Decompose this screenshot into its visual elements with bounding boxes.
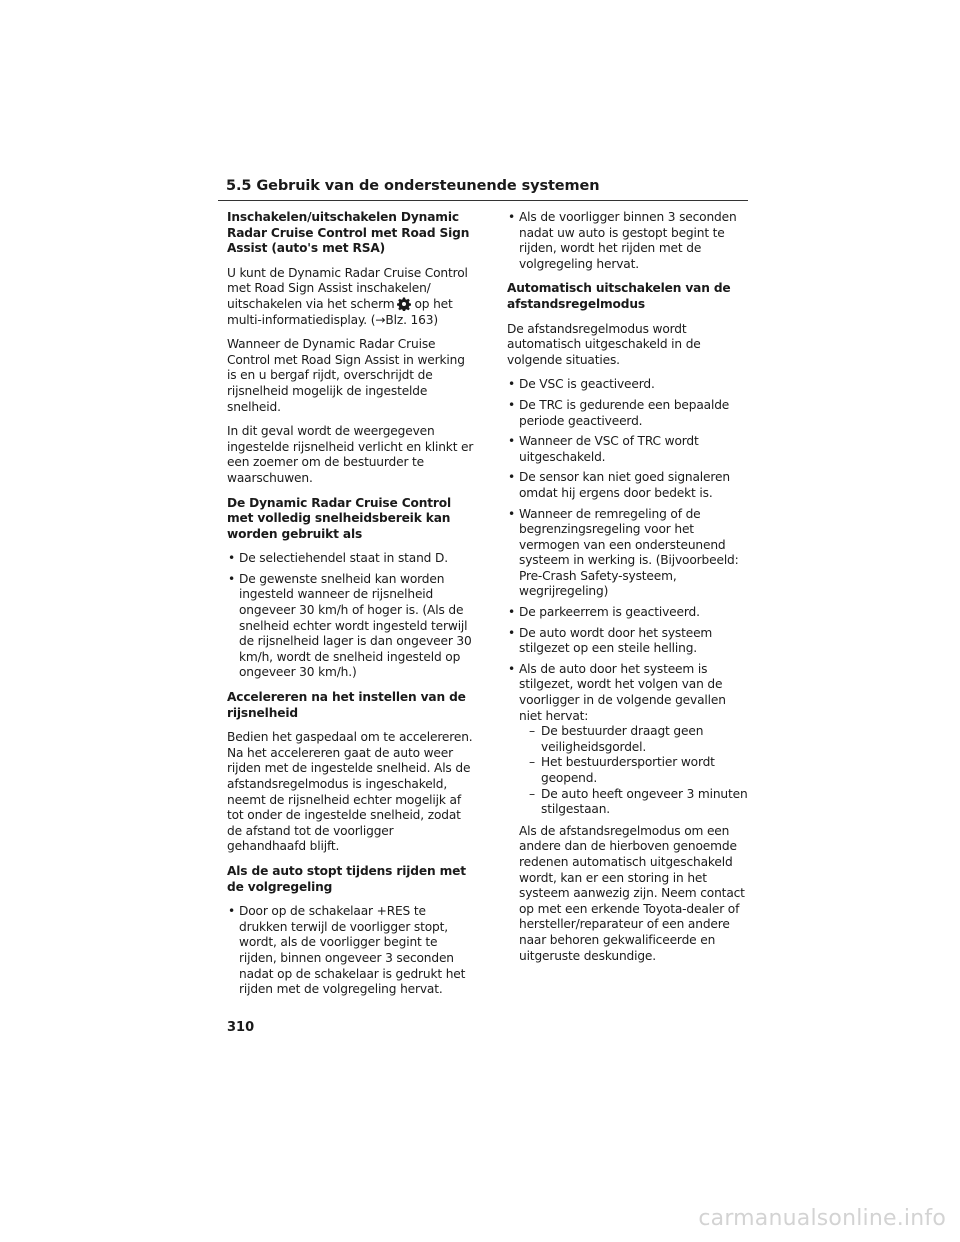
watermark: carmanualsonline.info (698, 1206, 946, 1231)
paragraph-waarschuwing: In dit geval wordt de weergegeven ingestelde rijsnelheid verlicht en klinkt er een zoemer om de bestuurder te waarschuwen. (227, 424, 474, 485)
list-item: • Wanneer de VSC of TRC wordt uitgeschakeld. (508, 434, 699, 464)
sub-list-item: – De auto heeft ongeveer 3 minuten stilgestaan. (529, 786, 748, 817)
heading-automatisch-uitschakelen: Automatisch uitschakelen van de afstandsregelmodus (507, 281, 731, 311)
heading-accelereren: Accelereren na het instellen van de rijsnelheid (227, 690, 466, 720)
sub-list-item: – De bestuurder draagt geen veiligheidsgordel. (529, 724, 704, 754)
list-item: • De selectiehendel staat in stand D. (228, 551, 448, 566)
list-item: • De gewenste snelheid kan worden ingesteld wanneer de rijsnelheid ongeveer 30 km/h of hoger is. (Als de snelheid echter wordt ingesteld terwijl de rijsnelheid lager is dan ongeveer 30 km/h, wordt de snelheid ingesteld op ongeveer 30 km/h.) (228, 571, 472, 680)
paragraph-afstandsregelmodus: De afstandsregelmodus wordt automatisch uitgeschakeld in de volgende situaties. (507, 321, 701, 367)
paragraph-inschakelen-part2: op het multi-informatiedisplay. (→Blz. 163) (227, 296, 453, 327)
page-number: 310 (227, 1020, 255, 1035)
list-item: • De VSC is geactiveerd. (508, 377, 655, 392)
list-item: • De auto wordt door het systeem stilgezet op een steile helling. (508, 625, 713, 656)
paragraph-accelereren: Bedien het gaspedaal om te accelereren. Na het accelereren gaat de auto weer rijden met de ingestelde snelheid. Als de afstandsregelmodus is ingeschakeld, neemt de rijsnelheid echter mogelijk af tot onder de ingestelde snelheid, zodat de afstand tot de voorligger gehandhaafd blijft. (227, 730, 473, 854)
section-header: 5.5 Gebruik van de ondersteunende systemen (226, 178, 600, 194)
list-item: • De TRC is gedurende een bepaalde periode geactiveerd. (508, 397, 730, 428)
heading-inschakelen: Inschakelen/uitschakelen Dynamic Radar Cruise Control met Road Sign Assist (auto's met RSA) (227, 210, 470, 256)
list-item: • Als de voorligger binnen 3 seconden nadat uw auto is gestopt begint te rijden, wordt het rijden met de volgregeling hervat. (508, 210, 737, 271)
paragraph-inschakelen (227, 266, 475, 328)
list-item: • Wanneer de remregeling of de begrenzingsregeling voor het vermogen van een ondersteunend systeem in werking is. (Bijvoorbeeld: Pre-Crash Safety-systeem, wegrijregeling) (508, 506, 739, 599)
heading-auto-stopt: Als de auto stopt tijdens rijden met de volgregeling (227, 863, 466, 894)
sub-list-item: – Het bestuurdersportier wordt geopend. (529, 755, 715, 785)
list-item: • Door op de schakelaar +RES te drukken terwijl de voorligger stopt, wordt, als de voorligger begint te rijden, binnen ongeveer 3 seconden nadat op de schakelaar is gedrukt het rijden met de volgregeling hervat. (228, 904, 466, 997)
list-item: • De sensor kan niet goed signaleren omdat hij ergens door bedekt is. (508, 470, 730, 500)
header-rule (218, 200, 748, 201)
list-item: • Als de auto door het systeem is stilgezet, wordt het volgen van de voorligger in de volgende gevallen niet hervat: – De bestuurder draagt geen veiligheidsgordel. – Het bestuurdersportier wordt geopend. – De auto heeft ongeveer 3 minuten stilgestaan. Als de afstandsregelmodus om een andere dan de hierboven genoemde redenen automatisch uitgeschakeld wordt, kan er een storing in het systeem aanwezig zijn. Neem contact op met een erkende Toyota-dealer of hersteller/reparateur of een andere naar behoren gekwalificeerde en uitgeruste deskundige. (507, 662, 751, 964)
gear-icon (397, 297, 411, 311)
heading-snelheidsbereik: De Dynamic Radar Cruise Control met volledig snelheidsbereik kan worden gebruikt als (227, 495, 452, 541)
paragraph-inschakelen-part1: U kunt de Dynamic Radar Cruise Control met Road Sign Assist inschakelen/ uitschakelen via het scherm (227, 265, 468, 311)
left-column (227, 210, 475, 1003)
right-column (507, 210, 751, 969)
paragraph-bergaf: Wanneer de Dynamic Radar Cruise Control met Road Sign Assist in werking is en u bergaf rijdt, overschrijdt de rijsnelheid mogelijk de ingestelde snelheid. (227, 337, 465, 414)
list-item: • De parkeerrem is geactiveerd. (508, 605, 700, 620)
paragraph-storing: Als de afstandsregelmodus om een andere dan de hierboven genoemde redenen automatisch uitgeschakeld wordt, kan er een storing in het systeem aanwezig zijn. Neem contact op met een erkende Toyota-dealer of hersteller/reparateur of een andere naar behoren gekwalificeerde en uitgeruste deskundige. (519, 823, 745, 963)
